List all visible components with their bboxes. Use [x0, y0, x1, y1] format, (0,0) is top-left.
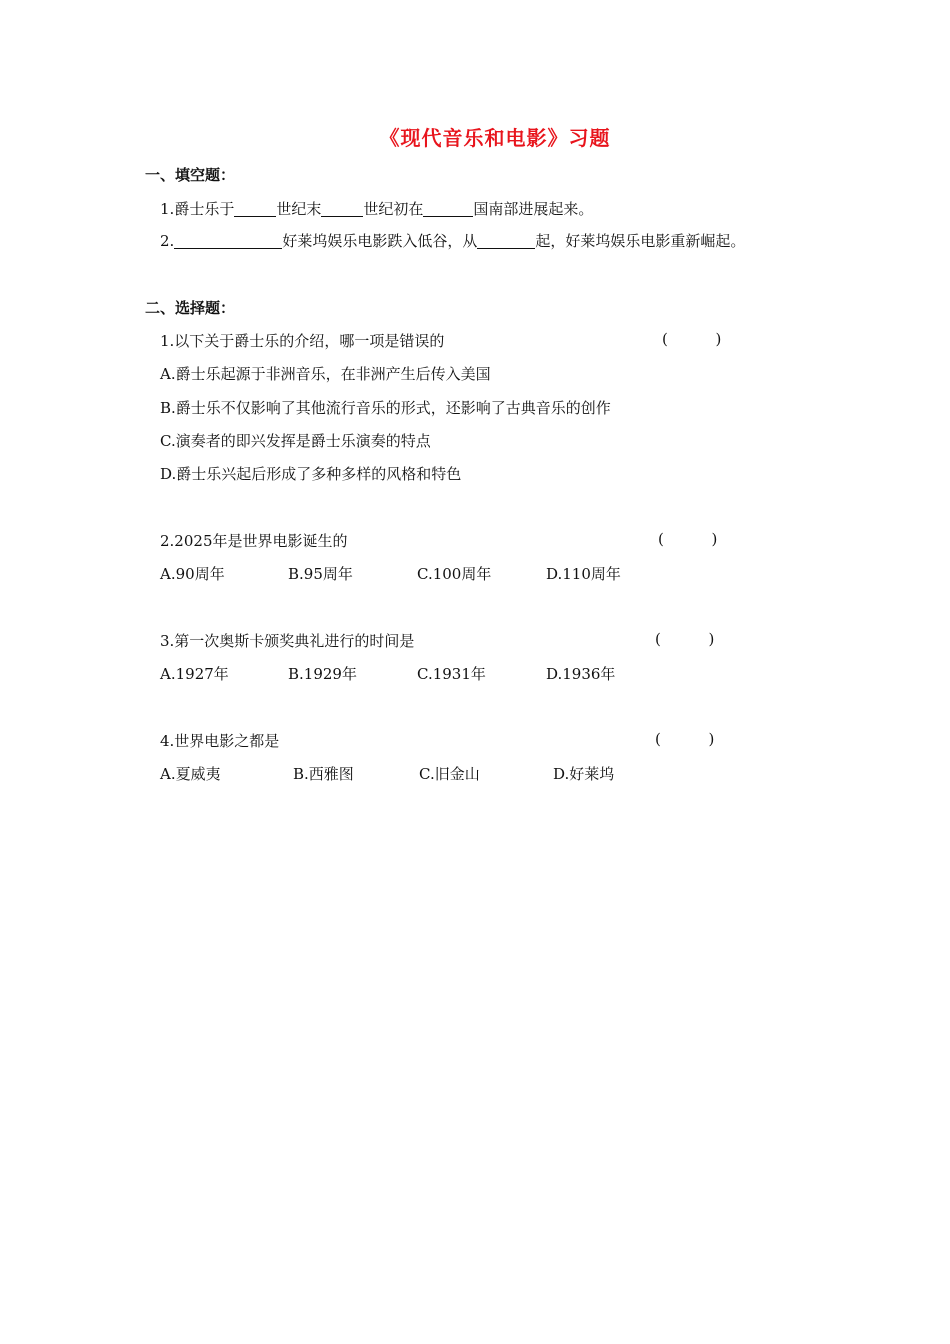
question-text: 好莱坞娱乐电影跌入低谷，从 — [282, 232, 478, 250]
answer-blank[interactable] — [321, 200, 363, 217]
answer-blank[interactable] — [477, 232, 535, 249]
choice-option: B.西雅图 — [293, 765, 354, 783]
choice-option: B.1929年 — [288, 665, 357, 683]
fill-question-2 — [160, 230, 745, 251]
section-choice-heading: 二、选择题： — [145, 299, 236, 317]
choice-option: D.好莱坞 — [553, 765, 615, 783]
answer-parentheses[interactable]: ( ) — [655, 630, 715, 648]
choice-option: C.100周年 — [417, 565, 492, 583]
answer-parentheses[interactable]: ( ) — [662, 330, 722, 348]
section-fill-in-heading: 一、填空题： — [145, 166, 236, 184]
choice-option: A.90周年 — [160, 565, 225, 583]
choice-option: C.1931年 — [417, 665, 486, 683]
choice-option: A.爵士乐起源于非洲音乐，在非洲产生后传入美国 — [160, 365, 491, 383]
question-text: 起，好莱坞娱乐电影重新崛起。 — [535, 232, 746, 250]
choice-option: C.旧金山 — [419, 765, 480, 783]
question-text: 爵士乐于 — [174, 200, 235, 218]
choice-option: A.1927年 — [160, 665, 229, 683]
choice-question-2-stem: 2.2025年是世界电影诞生的 — [160, 532, 348, 550]
answer-parentheses[interactable]: ( ) — [655, 730, 715, 748]
choice-question-3-stem: 3.第一次奥斯卡颁奖典礼进行的时间是 — [160, 632, 415, 650]
choice-option: B.95周年 — [288, 565, 353, 583]
choice-option: D.爵士乐兴起后形成了多种多样的风格和特色 — [160, 465, 462, 483]
choice-question-1-stem: 1.以下关于爵士乐的介绍，哪一项是错误的 — [160, 332, 445, 350]
choice-option: B.爵士乐不仅影响了其他流行音乐的形式，还影响了古典音乐的创作 — [160, 399, 611, 417]
question-text: 世纪初在 — [363, 200, 424, 218]
answer-parentheses[interactable]: ( ) — [658, 530, 718, 548]
question-text: 国南部进展起来。 — [473, 200, 594, 218]
question-text: 世纪末 — [276, 200, 322, 218]
choice-option: A.夏威夷 — [160, 765, 221, 783]
question-number: 2. — [160, 232, 175, 250]
choice-option: D.110周年 — [546, 565, 621, 583]
fill-question-1 — [160, 198, 593, 219]
choice-option: D.1936年 — [546, 665, 616, 683]
answer-blank[interactable] — [234, 200, 276, 217]
choice-question-4-stem: 4.世界电影之都是 — [160, 732, 280, 750]
choice-option: C.演奏者的即兴发挥是爵士乐演奏的特点 — [160, 432, 431, 450]
answer-blank[interactable] — [174, 232, 282, 249]
page-title: 《现代音乐和电影》习题 — [379, 126, 611, 150]
answer-blank[interactable] — [423, 200, 473, 217]
question-number: 1. — [160, 200, 175, 218]
